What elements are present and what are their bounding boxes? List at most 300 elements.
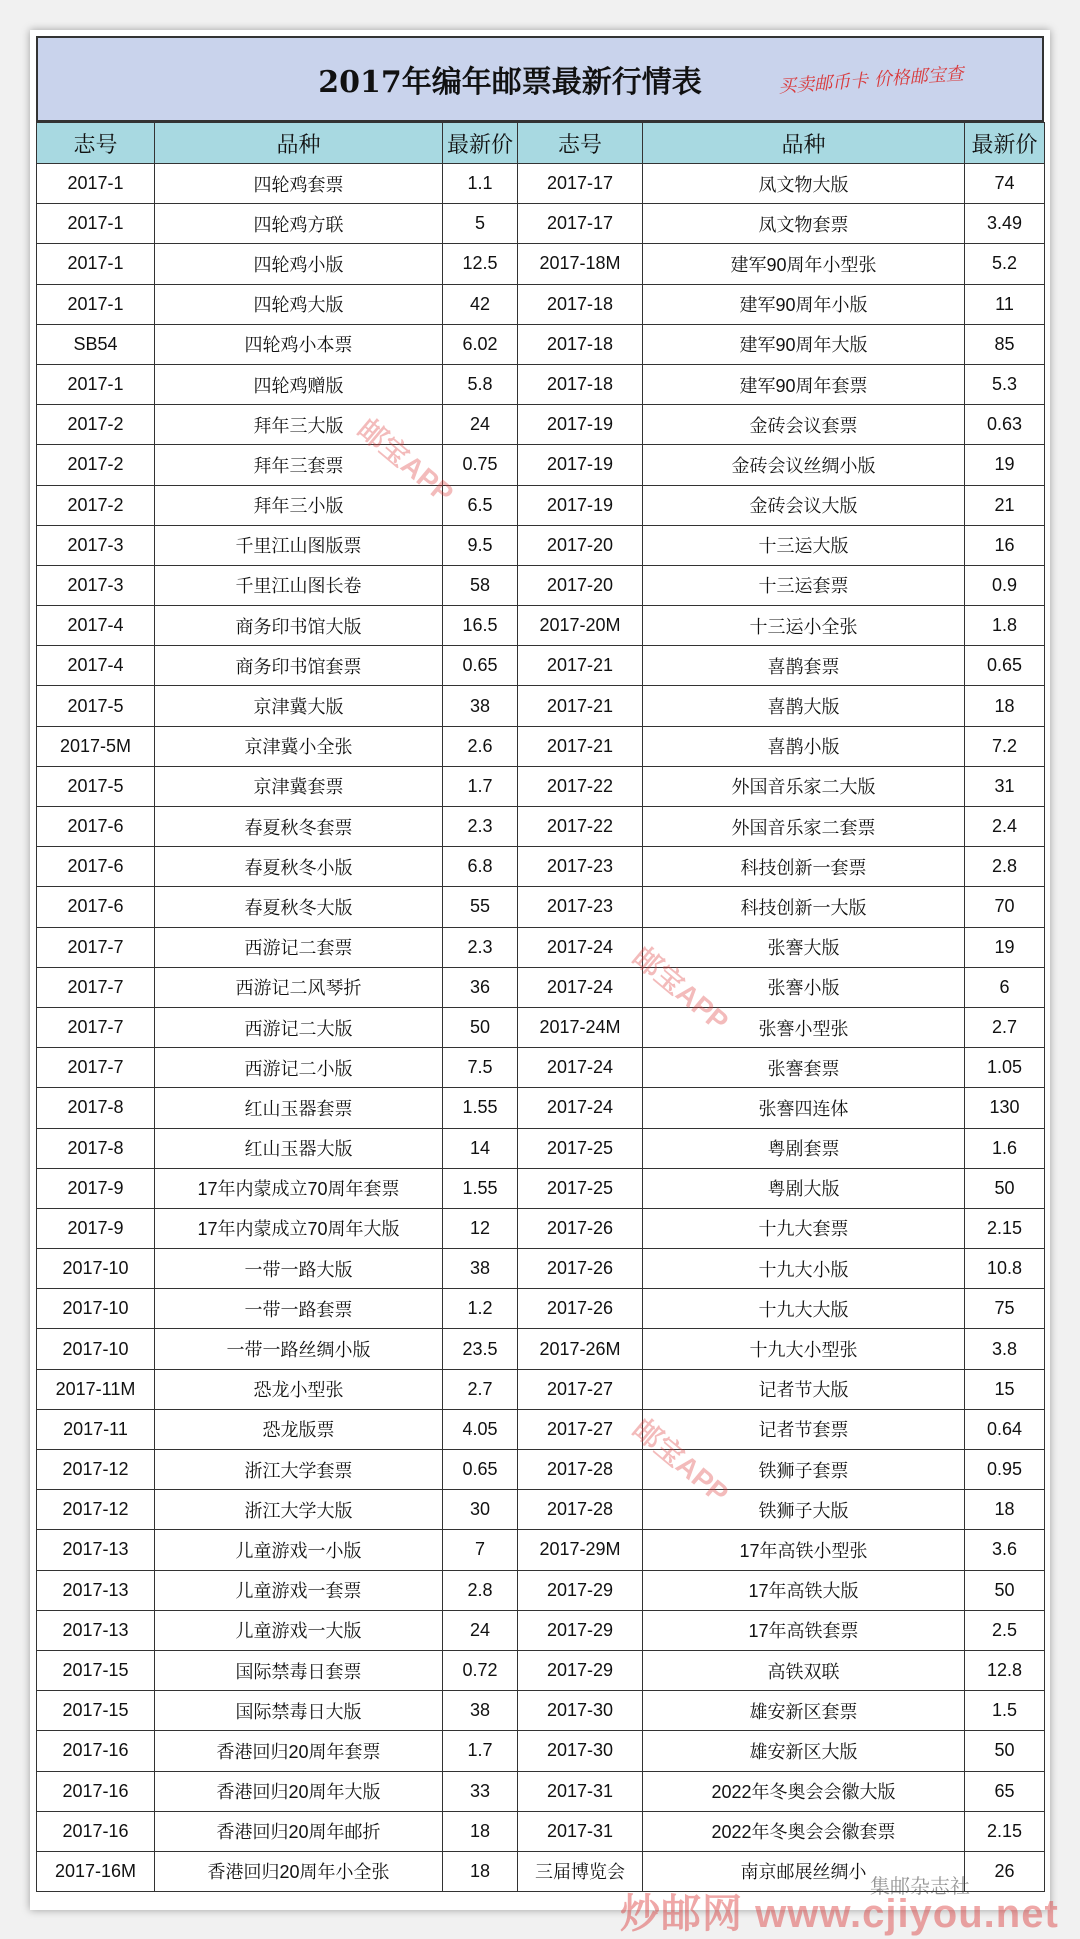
cell-variety-1: 17年内蒙成立70周年套票 (155, 1168, 443, 1208)
cell-code-2: 2017-26M (518, 1329, 643, 1369)
cell-variety-1: 香港回归20周年套票 (155, 1731, 443, 1771)
cell-variety-1: 春夏秋冬小版 (155, 847, 443, 887)
cell-price-1: 16.5 (443, 606, 518, 646)
cell-variety-1: 四轮鸡方联 (155, 204, 443, 244)
cell-variety-1: 17年内蒙成立70周年大版 (155, 1208, 443, 1248)
cell-code-1: 2017-10 (37, 1329, 155, 1369)
cell-variety-2: 十九大大版 (643, 1289, 965, 1329)
cell-price-1: 6.5 (443, 485, 518, 525)
table-row (37, 485, 1045, 525)
table-row (37, 1450, 1045, 1490)
table-row (37, 1007, 1045, 1047)
cell-variety-1: 商务印书馆套票 (155, 646, 443, 686)
cell-code-2: 2017-27 (518, 1369, 643, 1409)
cell-price-1: 24 (443, 405, 518, 445)
cell-code-1: 2017-16M (37, 1851, 155, 1891)
cell-code-2: 2017-24 (518, 967, 643, 1007)
cell-variety-2: 金砖会议丝绸小版 (643, 445, 965, 485)
cell-variety-1: 浙江大学套票 (155, 1450, 443, 1490)
cell-variety-1: 儿童游戏一小版 (155, 1530, 443, 1570)
cell-code-1: 2017-7 (37, 967, 155, 1007)
cell-variety-1: 拜年三大版 (155, 405, 443, 445)
cell-code-2: 2017-19 (518, 485, 643, 525)
cell-variety-2: 金砖会议大版 (643, 485, 965, 525)
cell-variety-2: 张謇小版 (643, 967, 965, 1007)
cell-code-2: 2017-30 (518, 1731, 643, 1771)
cell-variety-2: 雄安新区套票 (643, 1691, 965, 1731)
cell-code-2: 2017-17 (518, 164, 643, 204)
cell-variety-2: 凤文物大版 (643, 164, 965, 204)
cell-code-1: 2017-3 (37, 525, 155, 565)
cell-variety-2: 科技创新一大版 (643, 887, 965, 927)
cell-code-1: 2017-13 (37, 1530, 155, 1570)
cell-price-2: 0.65 (965, 646, 1045, 686)
cell-price-2: 0.95 (965, 1450, 1045, 1490)
table-row (37, 1691, 1045, 1731)
cell-code-1: 2017-13 (37, 1570, 155, 1610)
cell-code-2: 2017-20M (518, 606, 643, 646)
cell-price-1: 38 (443, 1691, 518, 1731)
cell-code-1: 2017-13 (37, 1610, 155, 1650)
cell-price-1: 5.8 (443, 364, 518, 404)
cell-variety-1: 千里江山图长卷 (155, 565, 443, 605)
table-row (37, 726, 1045, 766)
cell-variety-2: 记者节大版 (643, 1369, 965, 1409)
cell-price-1: 12 (443, 1208, 518, 1248)
header-row (37, 123, 1045, 164)
cell-variety-2: 张謇四连体 (643, 1088, 965, 1128)
cell-price-1: 38 (443, 1249, 518, 1289)
cell-price-2: 0.64 (965, 1409, 1045, 1449)
cell-variety-1: 西游记二小版 (155, 1048, 443, 1088)
cell-variety-2: 外国音乐家二套票 (643, 807, 965, 847)
table-row (37, 204, 1045, 244)
cell-price-2: 11 (965, 284, 1045, 324)
cell-code-1: 2017-2 (37, 445, 155, 485)
cell-code-1: 2017-1 (37, 164, 155, 204)
cell-code-2: 2017-22 (518, 807, 643, 847)
cell-variety-1: 拜年三小版 (155, 485, 443, 525)
cell-code-1: 2017-1 (37, 284, 155, 324)
watermark: 邮宝APP (352, 412, 460, 510)
cell-price-2: 12.8 (965, 1650, 1045, 1690)
cell-price-2: 74 (965, 164, 1045, 204)
cell-price-1: 18 (443, 1811, 518, 1851)
cell-price-2: 19 (965, 927, 1045, 967)
cell-price-1: 14 (443, 1128, 518, 1168)
table-row (37, 324, 1045, 364)
cell-price-1: 2.3 (443, 807, 518, 847)
table-row (37, 1731, 1045, 1771)
cell-variety-1: 红山玉器大版 (155, 1128, 443, 1168)
cell-code-1: 2017-4 (37, 606, 155, 646)
cell-price-2: 1.05 (965, 1048, 1045, 1088)
cell-price-1: 2.6 (443, 726, 518, 766)
cell-price-1: 1.7 (443, 1731, 518, 1771)
watermark: 邮宝APP (627, 940, 735, 1038)
cell-price-1: 42 (443, 284, 518, 324)
cell-variety-2: 粤剧大版 (643, 1168, 965, 1208)
cell-price-2: 0.9 (965, 565, 1045, 605)
cell-code-2: 2017-25 (518, 1168, 643, 1208)
cell-code-2: 2017-29 (518, 1570, 643, 1610)
cell-price-2: 10.8 (965, 1249, 1045, 1289)
cell-price-2: 7.2 (965, 726, 1045, 766)
cell-variety-2: 十九大小版 (643, 1249, 965, 1289)
cell-variety-1: 四轮鸡小本票 (155, 324, 443, 364)
cell-code-1: 2017-1 (37, 204, 155, 244)
cell-variety-2: 铁狮子大版 (643, 1490, 965, 1530)
cell-price-1: 1.2 (443, 1289, 518, 1329)
cell-price-1: 2.8 (443, 1570, 518, 1610)
cell-price-1: 58 (443, 565, 518, 605)
cell-price-2: 15 (965, 1369, 1045, 1409)
cell-variety-2: 喜鹊套票 (643, 646, 965, 686)
table-row (37, 284, 1045, 324)
cell-code-1: 2017-12 (37, 1450, 155, 1490)
cell-price-1: 9.5 (443, 525, 518, 565)
cell-code-2: 2017-18M (518, 244, 643, 284)
cell-code-1: 2017-4 (37, 646, 155, 686)
table-row (37, 405, 1045, 445)
table-row (37, 927, 1045, 967)
cell-code-1: 2017-6 (37, 847, 155, 887)
page-title: 2017年编年邮票最新行情表 (318, 65, 702, 100)
cell-variety-1: 春夏秋冬大版 (155, 887, 443, 927)
watermark: 邮宝APP (627, 1412, 735, 1510)
cell-price-1: 1.7 (443, 766, 518, 806)
cell-code-1: 2017-3 (37, 565, 155, 605)
cell-price-2: 18 (965, 686, 1045, 726)
cell-variety-1: 商务印书馆大版 (155, 606, 443, 646)
table-row (37, 1409, 1045, 1449)
cell-price-2: 2.4 (965, 807, 1045, 847)
cell-price-1: 30 (443, 1490, 518, 1530)
cell-code-2: 2017-26 (518, 1208, 643, 1248)
cell-price-2: 50 (965, 1168, 1045, 1208)
cell-code-2: 2017-20 (518, 525, 643, 565)
cell-variety-1: 恐龙小型张 (155, 1369, 443, 1409)
cell-price-2: 50 (965, 1570, 1045, 1610)
cell-code-2: 2017-26 (518, 1249, 643, 1289)
col-header-price-1: 最新价 (443, 123, 518, 164)
cell-price-2: 19 (965, 445, 1045, 485)
cell-code-2: 三届博览会 (518, 1851, 643, 1891)
cell-variety-2: 雄安新区大版 (643, 1731, 965, 1771)
cell-code-1: 2017-8 (37, 1128, 155, 1168)
table-row (37, 1369, 1045, 1409)
cell-code-1: 2017-8 (37, 1088, 155, 1128)
table-row (37, 1570, 1045, 1610)
cell-code-1: 2017-6 (37, 887, 155, 927)
cell-variety-1: 西游记二风琴折 (155, 967, 443, 1007)
cell-price-1: 36 (443, 967, 518, 1007)
cell-code-2: 2017-25 (518, 1128, 643, 1168)
cell-code-2: 2017-31 (518, 1811, 643, 1851)
cell-price-1: 12.5 (443, 244, 518, 284)
table-body (37, 164, 1045, 1892)
table-row (37, 1208, 1045, 1248)
cell-variety-2: 建军90周年大版 (643, 324, 965, 364)
cell-variety-2: 17年高铁大版 (643, 1570, 965, 1610)
cell-code-1: 2017-2 (37, 485, 155, 525)
cell-variety-2: 2022年冬奥会会徽套票 (643, 1811, 965, 1851)
cell-price-2: 2.8 (965, 847, 1045, 887)
cell-price-2: 26 (965, 1851, 1045, 1891)
table-row (37, 445, 1045, 485)
cell-variety-2: 凤文物套票 (643, 204, 965, 244)
cell-price-1: 1.1 (443, 164, 518, 204)
cell-code-2: 2017-18 (518, 284, 643, 324)
cell-variety-1: 京津冀大版 (155, 686, 443, 726)
cell-variety-1: 一带一路丝绸小版 (155, 1329, 443, 1369)
cell-price-1: 23.5 (443, 1329, 518, 1369)
cell-price-1: 7 (443, 1530, 518, 1570)
cell-code-1: 2017-11 (37, 1409, 155, 1449)
table-row (37, 1048, 1045, 1088)
table-row (37, 1811, 1045, 1851)
cell-code-1: 2017-2 (37, 405, 155, 445)
cell-code-2: 2017-29M (518, 1530, 643, 1570)
cell-price-2: 5.3 (965, 364, 1045, 404)
cell-code-1: 2017-1 (37, 244, 155, 284)
cell-code-2: 2017-19 (518, 405, 643, 445)
price-table (36, 122, 1045, 1892)
cell-price-2: 65 (965, 1771, 1045, 1811)
cell-code-1: 2017-16 (37, 1731, 155, 1771)
cell-code-1: 2017-1 (37, 364, 155, 404)
cell-variety-2: 十三运小全张 (643, 606, 965, 646)
cell-code-1: 2017-16 (37, 1811, 155, 1851)
cell-variety-1: 香港回归20周年小全张 (155, 1851, 443, 1891)
cell-code-2: 2017-17 (518, 204, 643, 244)
cell-price-2: 6 (965, 967, 1045, 1007)
cell-code-1: 2017-7 (37, 1007, 155, 1047)
cell-price-1: 0.75 (443, 445, 518, 485)
cell-variety-1: 京津冀套票 (155, 766, 443, 806)
cell-variety-1: 拜年三套票 (155, 445, 443, 485)
table-row (37, 1249, 1045, 1289)
col-header-code-2: 志号 (518, 123, 643, 164)
cell-price-2: 1.6 (965, 1128, 1045, 1168)
table-row (37, 1530, 1045, 1570)
cell-variety-1: 国际禁毒日套票 (155, 1650, 443, 1690)
cell-code-1: 2017-6 (37, 807, 155, 847)
table-row (37, 565, 1045, 605)
cell-variety-1: 国际禁毒日大版 (155, 1691, 443, 1731)
cell-price-2: 3.6 (965, 1530, 1045, 1570)
cell-variety-1: 西游记二套票 (155, 927, 443, 967)
table-row (37, 525, 1045, 565)
cell-variety-2: 铁狮子套票 (643, 1450, 965, 1490)
cell-price-2: 50 (965, 1731, 1045, 1771)
cell-variety-1: 四轮鸡套票 (155, 164, 443, 204)
cell-code-2: 2017-24 (518, 1088, 643, 1128)
cell-price-2: 2.5 (965, 1610, 1045, 1650)
cell-variety-1: 恐龙版票 (155, 1409, 443, 1449)
cell-code-2: 2017-24 (518, 927, 643, 967)
cell-price-2: 5.2 (965, 244, 1045, 284)
cell-price-1: 6.8 (443, 847, 518, 887)
table-row (37, 766, 1045, 806)
table-row (37, 606, 1045, 646)
cell-price-1: 1.55 (443, 1168, 518, 1208)
cell-variety-2: 张謇小型张 (643, 1007, 965, 1047)
cell-code-1: 2017-10 (37, 1249, 155, 1289)
cell-variety-1: 浙江大学大版 (155, 1490, 443, 1530)
cell-variety-2: 十三运套票 (643, 565, 965, 605)
table-row (37, 1088, 1045, 1128)
cell-variety-2: 十三运大版 (643, 525, 965, 565)
cell-code-1: 2017-15 (37, 1650, 155, 1690)
cell-variety-2: 建军90周年小型张 (643, 244, 965, 284)
cell-price-2: 0.63 (965, 405, 1045, 445)
cell-code-2: 2017-24M (518, 1007, 643, 1047)
cell-price-1: 5 (443, 204, 518, 244)
col-header-variety-2: 品种 (643, 123, 965, 164)
col-header-price-2: 最新价 (965, 123, 1045, 164)
cell-code-1: 2017-5 (37, 766, 155, 806)
table-row (37, 1168, 1045, 1208)
cell-code-1: 2017-10 (37, 1289, 155, 1329)
cell-variety-2: 17年高铁小型张 (643, 1530, 965, 1570)
cell-price-1: 33 (443, 1771, 518, 1811)
cell-variety-1: 香港回归20周年邮折 (155, 1811, 443, 1851)
cell-price-1: 0.65 (443, 646, 518, 686)
cell-variety-1: 一带一路大版 (155, 1249, 443, 1289)
cell-variety-2: 十九大小型张 (643, 1329, 965, 1369)
cell-code-2: 2017-21 (518, 726, 643, 766)
cell-price-1: 4.05 (443, 1409, 518, 1449)
cell-code-1: 2017-15 (37, 1691, 155, 1731)
cell-price-2: 31 (965, 766, 1045, 806)
cell-price-2: 16 (965, 525, 1045, 565)
cell-code-2: 2017-21 (518, 646, 643, 686)
cell-price-2: 3.8 (965, 1329, 1045, 1369)
cell-variety-2: 外国音乐家二大版 (643, 766, 965, 806)
table-row (37, 1329, 1045, 1369)
cell-code-2: 2017-20 (518, 565, 643, 605)
cell-code-2: 2017-28 (518, 1490, 643, 1530)
cell-code-2: 2017-29 (518, 1610, 643, 1650)
cell-variety-2: 科技创新一套票 (643, 847, 965, 887)
cell-variety-2: 张謇大版 (643, 927, 965, 967)
cell-price-2: 2.15 (965, 1208, 1045, 1248)
table-row (37, 646, 1045, 686)
cell-variety-2: 2022年冬奥会会徽大版 (643, 1771, 965, 1811)
cell-variety-1: 红山玉器套票 (155, 1088, 443, 1128)
table-row (37, 1610, 1045, 1650)
table-row (37, 1289, 1045, 1329)
cell-variety-1: 京津冀小全张 (155, 726, 443, 766)
cell-price-1: 0.72 (443, 1650, 518, 1690)
cell-variety-2: 十九大套票 (643, 1208, 965, 1248)
cell-variety-1: 西游记二大版 (155, 1007, 443, 1047)
cell-price-1: 2.7 (443, 1369, 518, 1409)
cell-price-2: 130 (965, 1088, 1045, 1128)
cell-code-2: 2017-21 (518, 686, 643, 726)
table-row (37, 1128, 1045, 1168)
cell-code-2: 2017-31 (518, 1771, 643, 1811)
cell-variety-2: 粤剧套票 (643, 1128, 965, 1168)
cell-code-1: 2017-5M (37, 726, 155, 766)
cell-variety-2: 建军90周年小版 (643, 284, 965, 324)
cell-variety-1: 四轮鸡大版 (155, 284, 443, 324)
cell-variety-1: 儿童游戏一套票 (155, 1570, 443, 1610)
cell-code-2: 2017-23 (518, 887, 643, 927)
cell-price-1: 0.65 (443, 1450, 518, 1490)
cell-variety-1: 香港回归20周年大版 (155, 1771, 443, 1811)
cell-code-2: 2017-23 (518, 847, 643, 887)
col-header-variety-1: 品种 (155, 123, 443, 164)
cell-price-2: 85 (965, 324, 1045, 364)
cell-price-2: 2.7 (965, 1007, 1045, 1047)
cell-price-1: 18 (443, 1851, 518, 1891)
cell-code-2: 2017-26 (518, 1289, 643, 1329)
table-row (37, 967, 1045, 1007)
cell-code-1: 2017-7 (37, 1048, 155, 1088)
cell-code-2: 2017-19 (518, 445, 643, 485)
cell-price-2: 75 (965, 1289, 1045, 1329)
table-row (37, 807, 1045, 847)
cell-code-2: 2017-29 (518, 1650, 643, 1690)
cell-code-1: 2017-16 (37, 1771, 155, 1811)
cell-code-2: 2017-30 (518, 1691, 643, 1731)
cell-code-1: 2017-12 (37, 1490, 155, 1530)
cell-code-2: 2017-18 (518, 324, 643, 364)
cell-code-1: 2017-5 (37, 686, 155, 726)
cell-code-1: 2017-9 (37, 1168, 155, 1208)
cell-price-1: 38 (443, 686, 518, 726)
cell-variety-2: 记者节套票 (643, 1409, 965, 1449)
cell-code-1: SB54 (37, 324, 155, 364)
cell-price-1: 24 (443, 1610, 518, 1650)
cell-code-1: 2017-7 (37, 927, 155, 967)
col-header-code-1: 志号 (37, 123, 155, 164)
wechat-watermark: 集邮杂志社 (870, 1876, 970, 1898)
cell-price-1: 2.3 (443, 927, 518, 967)
cell-variety-1: 四轮鸡小版 (155, 244, 443, 284)
cell-price-2: 21 (965, 485, 1045, 525)
cell-price-1: 55 (443, 887, 518, 927)
cell-price-2: 3.49 (965, 204, 1045, 244)
cell-variety-1: 千里江山图版票 (155, 525, 443, 565)
cell-code-1: 2017-11M (37, 1369, 155, 1409)
cell-variety-1: 四轮鸡赠版 (155, 364, 443, 404)
cell-variety-2: 17年高铁套票 (643, 1610, 965, 1650)
table-row (37, 1490, 1045, 1530)
table-row (37, 847, 1045, 887)
cell-price-1: 7.5 (443, 1048, 518, 1088)
cell-variety-2: 建军90周年套票 (643, 364, 965, 404)
table-row (37, 686, 1045, 726)
cell-variety-1: 一带一路套票 (155, 1289, 443, 1329)
cell-price-2: 1.8 (965, 606, 1045, 646)
table-row (37, 887, 1045, 927)
cell-price-1: 6.02 (443, 324, 518, 364)
table-row (37, 244, 1045, 284)
cell-price-1: 1.55 (443, 1088, 518, 1128)
cell-code-2: 2017-18 (518, 364, 643, 404)
cell-price-2: 2.15 (965, 1811, 1045, 1851)
cell-variety-2: 喜鹊小版 (643, 726, 965, 766)
cell-price-2: 70 (965, 887, 1045, 927)
cell-variety-1: 儿童游戏一大版 (155, 1610, 443, 1650)
cell-variety-1: 春夏秋冬套票 (155, 807, 443, 847)
cell-variety-2: 张謇套票 (643, 1048, 965, 1088)
cell-price-2: 18 (965, 1490, 1045, 1530)
table-row (37, 364, 1045, 404)
